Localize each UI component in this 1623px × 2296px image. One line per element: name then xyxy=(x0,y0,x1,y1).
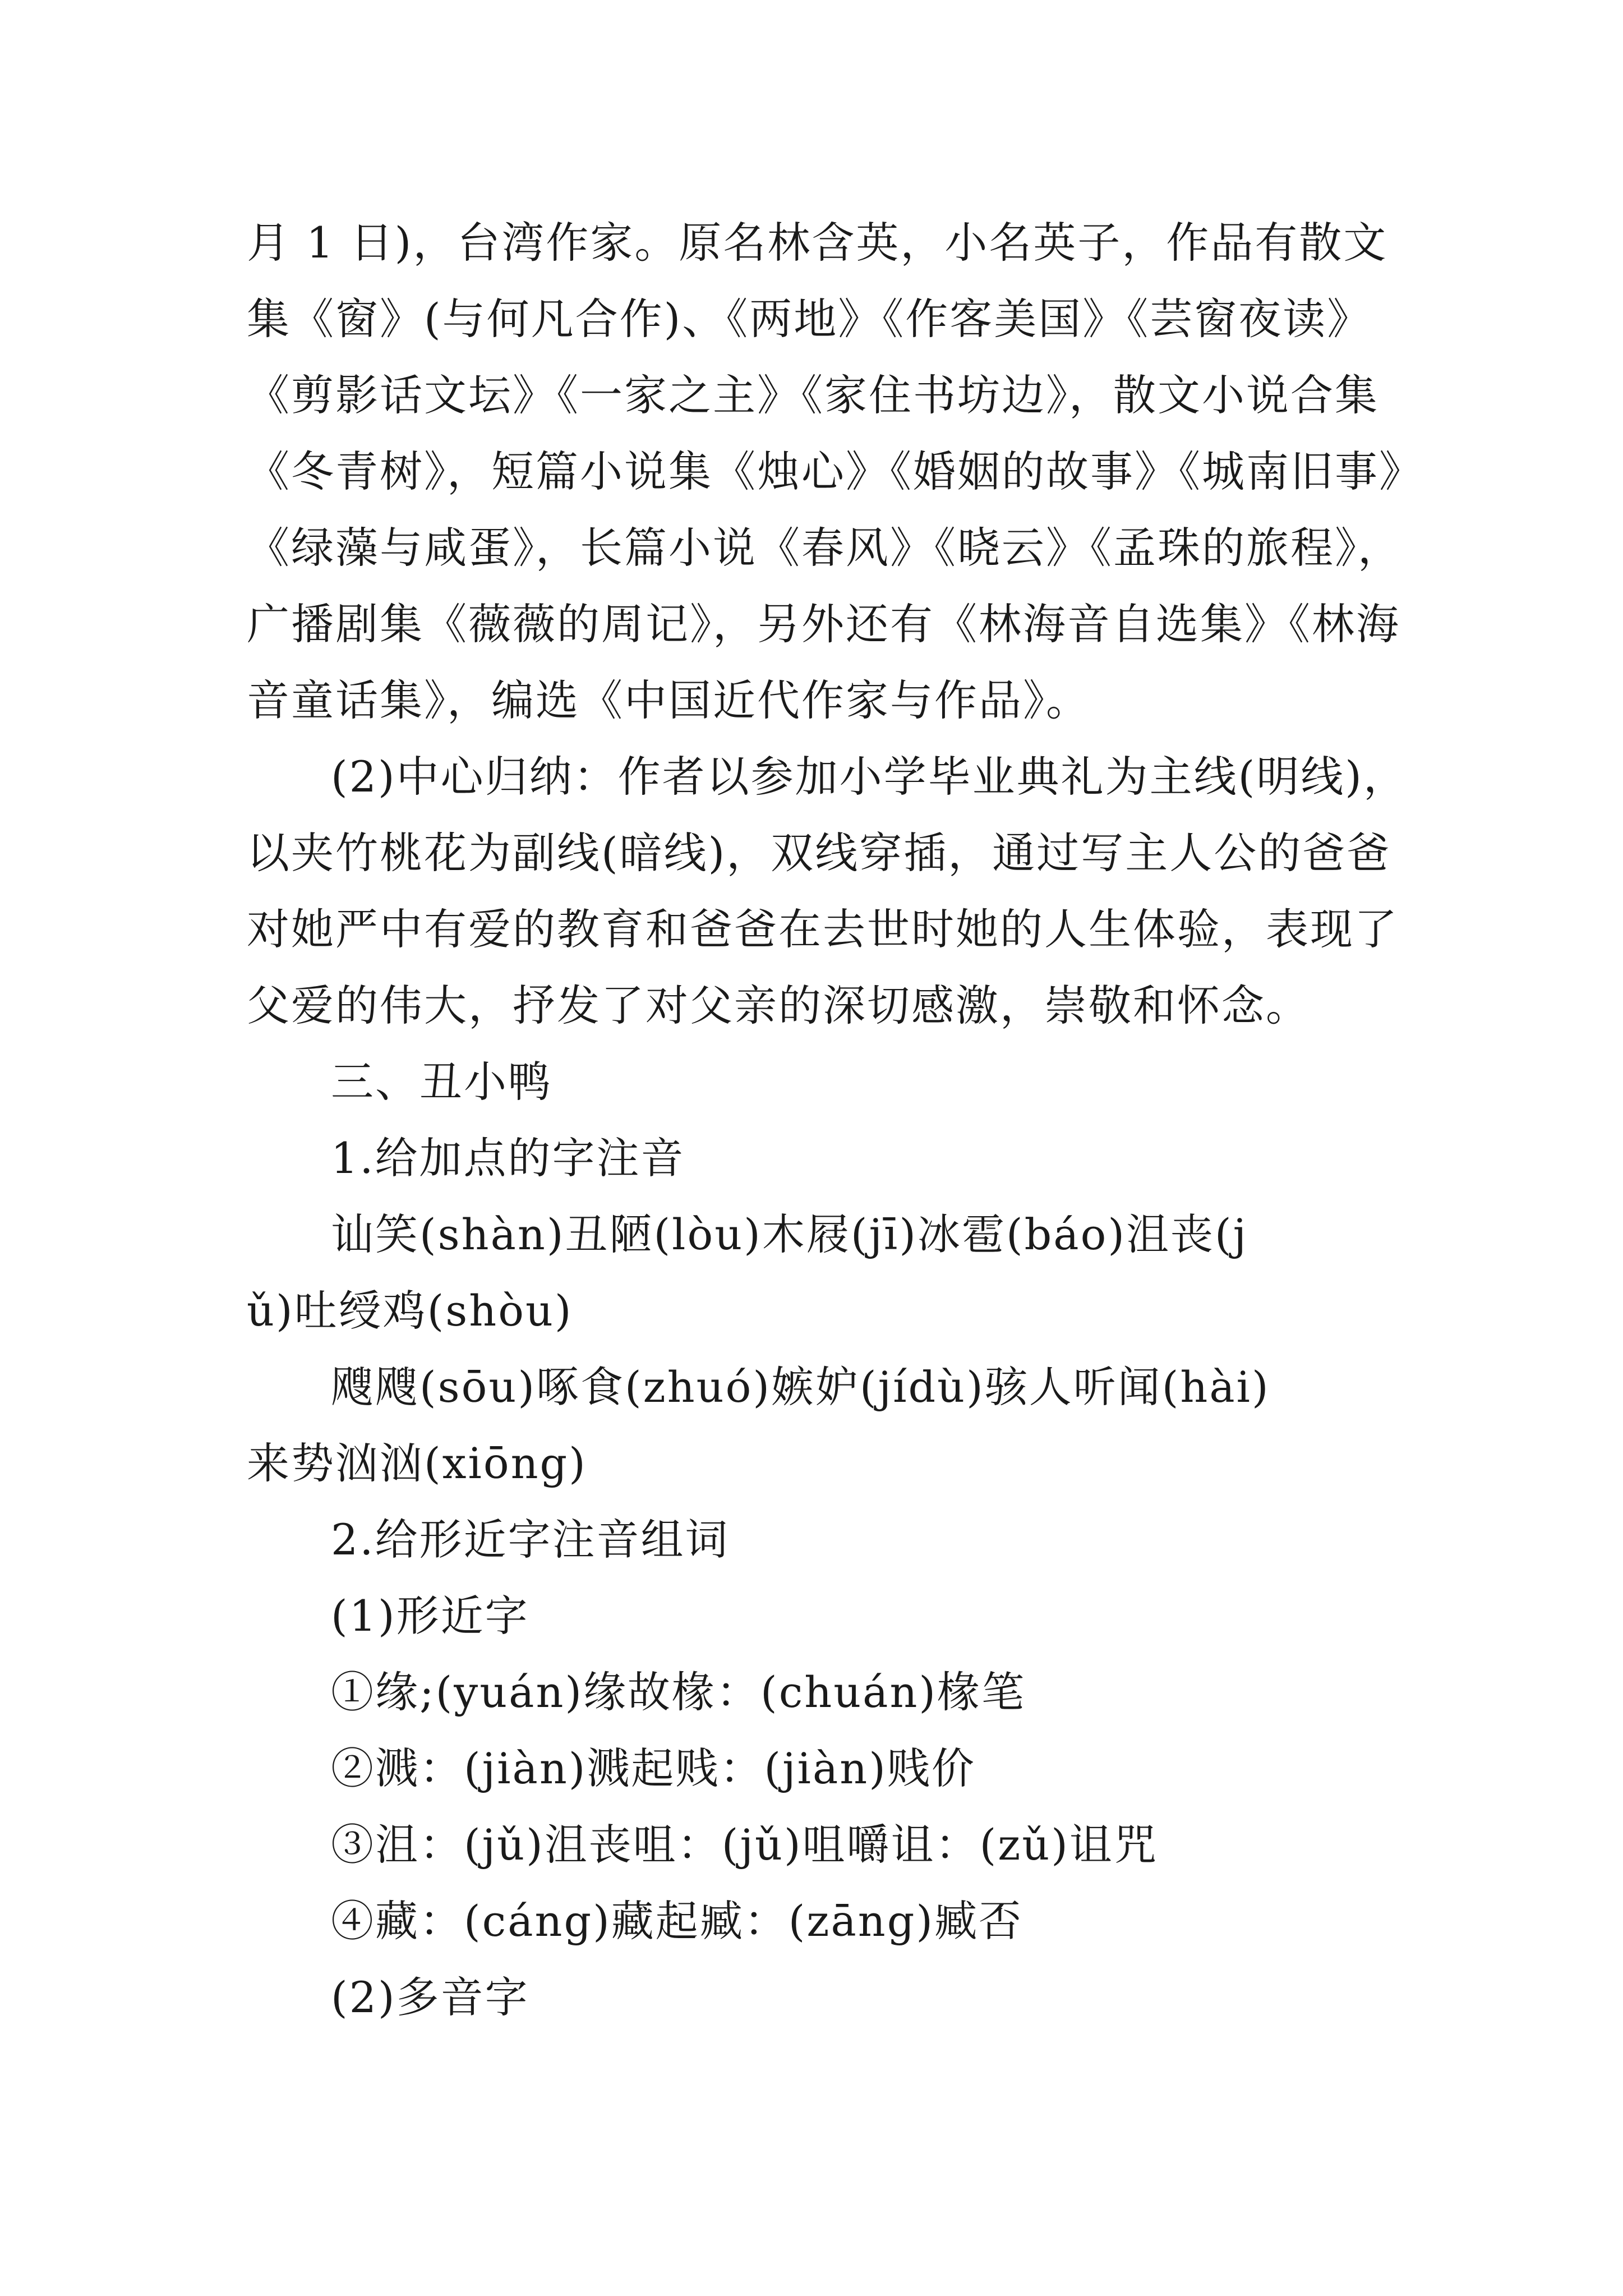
list-heading: (1)形近字 xyxy=(331,1591,529,1641)
section-heading: 三、丑小鸭 xyxy=(331,1057,552,1107)
text-line: 集《窗》(与何凡合作)、《两地》《作客美国》《芸窗夜读》 xyxy=(247,294,1372,344)
subsection-heading: 1.给加点的字注音 xyxy=(331,1133,685,1183)
paragraph-start-line: 飕飕(sōu)啄食(zhuó)嫉妒(jídù)骇人听闻(hài) xyxy=(331,1362,1270,1412)
text-line: 《冬青树》，短篇小说集《烛心》《婚姻的故事》《城南旧事》 xyxy=(247,447,1423,496)
text-line: 对她严中有爱的教育和爸爸在去世时她的人生体验，表现了 xyxy=(247,904,1399,954)
text-line: 来势汹汹(xiōng) xyxy=(247,1438,587,1488)
text-line: 音童话集》，编选《中国近代作家与作品》。 xyxy=(247,675,1090,725)
paragraph-start-line: 讪笑(shàn)丑陋(lòu)木屐(jī)冰雹(báo)沮丧(j xyxy=(331,1209,1248,1259)
text-line: 父爱的伟大，抒发了对父亲的深切感激，崇敬和怀念。 xyxy=(247,981,1310,1030)
text-line: 《绿藻与咸蛋》，长篇小说《春风》《晓云》《孟珠的旅程》， xyxy=(247,523,1402,573)
text-line: 以夹竹桃花为副线(暗线)，双线穿插，通过写主人公的爸爸 xyxy=(247,828,1391,878)
text-line: 月 1 日)，台湾作家。原名林含英，小名英子，作品有散文 xyxy=(247,218,1388,268)
list-heading: (2)多音字 xyxy=(331,1972,529,2022)
text-line: 广播剧集《薇薇的周记》，另外还有《林海音自选集》《林海 xyxy=(247,599,1400,649)
paragraph-start-line: (2)中心归纳：作者以参加小学毕业典礼为主线(明线)， xyxy=(331,752,1408,802)
list-item: ①缘;(yuán)缘故椽：(chuán)椽笔 xyxy=(331,1667,1026,1717)
list-item: ②溅：(jiàn)溅起贱：(jiàn)贱价 xyxy=(331,1743,976,1793)
text-line: 《剪影话文坛》《一家之主》《家住书坊边》，散文小说合集 xyxy=(247,370,1379,420)
subsection-heading: 2.给形近字注音组词 xyxy=(331,1515,730,1565)
text-line: ǔ)吐绶鸡(shòu) xyxy=(247,1286,573,1336)
list-item: ③沮：(jǔ)沮丧咀：(jǔ)咀嚼诅：(zǔ)诅咒 xyxy=(331,1820,1158,1870)
list-item: ④藏：(cáng)藏起臧：(zāng)臧否 xyxy=(331,1896,1023,1946)
